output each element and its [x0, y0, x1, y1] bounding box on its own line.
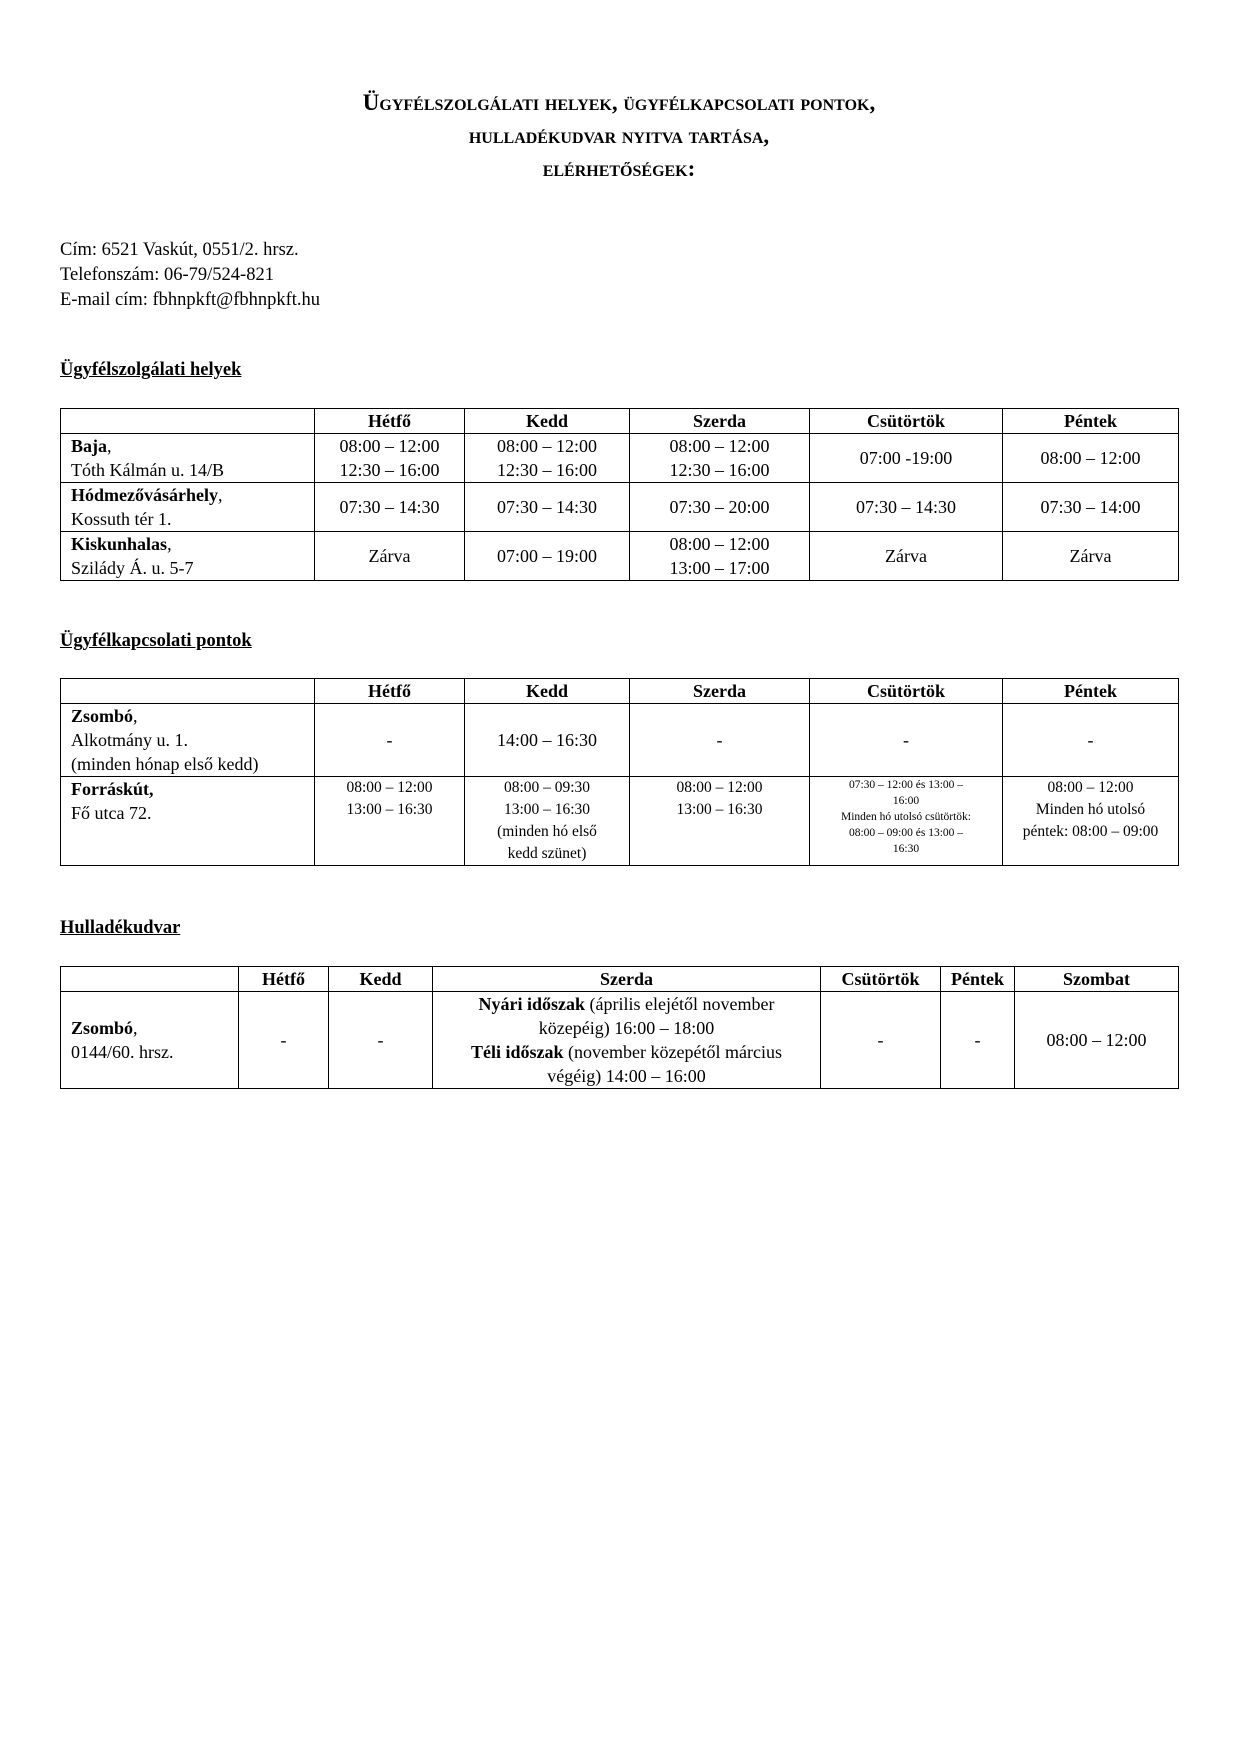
day-header: Hétfő — [315, 409, 465, 434]
title-line-2: hulladékudvar nyitva tartása, — [468, 123, 770, 148]
day-header: Csütörtök — [821, 967, 941, 992]
service-points-table — [60, 408, 1179, 581]
day-header: Csütörtök — [810, 679, 1003, 704]
waste-yard-table — [60, 966, 1179, 1089]
location-address: Fő utca 72. — [71, 803, 152, 823]
hours-cell: 07:30 – 14:30 — [315, 483, 465, 532]
hours-cell: 07:30 – 12:00 és 13:00 – 16:00 Minden hó utolsó csütörtök: 08:00 – 09:00 és 13:00 – 16:30 — [810, 777, 1003, 866]
table-header-row — [61, 409, 1179, 434]
hours-cell: 08:00 – 12:00 — [1003, 434, 1179, 483]
location-note: (minden hónap első kedd) — [71, 754, 259, 774]
hours-cell: 08:00 – 12:00 12:30 – 16:00 — [315, 434, 465, 483]
table-row — [61, 434, 1179, 483]
day-header: Szerda — [433, 967, 821, 992]
title-line-1: Ügyfélszolgálati helyek, ügyfélkapcsolati pontok, — [362, 90, 876, 115]
hours-cell: 08:00 – 12:00 Minden hó utolsó péntek: 08:00 – 09:00 — [1003, 777, 1179, 866]
hours-cell: 08:00 – 12:00 12:30 – 16:00 — [465, 434, 630, 483]
day-header: Kedd — [465, 679, 630, 704]
contact-address: Cím: 6521 Vaskút, 0551/2. hrsz. — [60, 240, 299, 260]
location-cell — [61, 777, 315, 866]
hours-cell: 07:00 – 19:00 — [465, 532, 630, 581]
contact-block — [60, 238, 320, 313]
day-header: Kedd — [329, 967, 433, 992]
waste-yard-heading: Hulladékudvar — [60, 918, 181, 938]
day-header: Hétfő — [239, 967, 329, 992]
location-address: Szilády Á. u. 5-7 — [71, 558, 194, 578]
hours-cell: 07:30 – 14:00 — [1003, 483, 1179, 532]
service-points-heading: Ügyfélszolgálati helyek — [60, 360, 242, 380]
table-row — [61, 532, 1179, 581]
day-header: Szerda — [630, 679, 810, 704]
hours-cell: - — [630, 704, 810, 777]
location-name: Baja — [71, 436, 107, 456]
hours-cell: 07:30 – 20:00 — [630, 483, 810, 532]
location-address: Tóth Kálmán u. 14/B — [71, 460, 224, 480]
empty-header-cell — [61, 409, 315, 434]
day-header: Péntek — [941, 967, 1015, 992]
empty-header-cell — [61, 967, 239, 992]
day-header: Péntek — [1003, 409, 1179, 434]
table-row — [61, 777, 1179, 866]
location-name: Hódmezővásárhely — [71, 485, 218, 505]
location-name: Zsombó — [71, 706, 134, 726]
table-header-row — [61, 967, 1179, 992]
hours-cell: - — [315, 704, 465, 777]
hours-cell: 08:00 – 09:30 13:00 – 16:30 (minden hó első kedd szünet) — [465, 777, 630, 866]
hours-cell: - — [941, 992, 1015, 1089]
location-address: Alkotmány u. 1. — [71, 730, 188, 750]
hours-cell: 08:00 – 12:00 — [1015, 992, 1179, 1089]
day-header: Hétfő — [315, 679, 465, 704]
hours-cell: 08:00 – 12:00 13:00 – 16:30 — [315, 777, 465, 866]
hours-cell: 07:00 -19:00 — [810, 434, 1003, 483]
contact-points-table — [60, 678, 1179, 866]
hours-cell: 08:00 – 12:00 12:30 – 16:00 — [630, 434, 810, 483]
hours-cell: 07:30 – 14:30 — [810, 483, 1003, 532]
hours-cell: 14:00 – 16:30 — [465, 704, 630, 777]
hours-cell: - — [239, 992, 329, 1089]
location-cell: Baja, Tóth Kálmán u. 14/B — [61, 434, 315, 483]
table-row — [61, 992, 1179, 1089]
location-cell: Hódmezővásárhely, Kossuth tér 1. — [61, 483, 315, 532]
title-line-3: elérhetőségek: — [542, 156, 696, 181]
hours-cell: Zárva — [1003, 532, 1179, 581]
location-cell: Zsombó, 0144/60. hrsz. — [61, 992, 239, 1089]
hours-cell: - — [810, 704, 1003, 777]
winter-period-label: Téli időszak — [471, 1042, 564, 1062]
hours-cell: 07:30 – 14:30 — [465, 483, 630, 532]
table-header-row — [61, 679, 1179, 704]
contact-phone: Telefonszám: 06-79/524-821 — [60, 265, 274, 285]
location-name: Kiskunhalas — [71, 534, 168, 554]
hours-cell: 08:00 – 12:00 13:00 – 16:30 — [630, 777, 810, 866]
location-cell: Kiskunhalas, Szilády Á. u. 5-7 — [61, 532, 315, 581]
hours-cell: - — [1003, 704, 1179, 777]
day-header: Csütörtök — [810, 409, 1003, 434]
summer-period-label: Nyári időszak — [478, 994, 586, 1014]
table-row — [61, 483, 1179, 532]
table-row — [61, 704, 1179, 777]
location-address: 0144/60. hrsz. — [71, 1042, 174, 1062]
day-header: Szombat — [1015, 967, 1179, 992]
location-name: Zsombó — [71, 1018, 134, 1038]
day-header: Szerda — [630, 409, 810, 434]
location-cell: Zsombó, Alkotmány u. 1. (minden hónap első kedd) — [61, 704, 315, 777]
hours-cell: Zárva — [810, 532, 1003, 581]
empty-header-cell — [61, 679, 315, 704]
hours-cell: Zárva — [315, 532, 465, 581]
hours-cell: 08:00 – 12:00 13:00 – 17:00 — [630, 532, 810, 581]
location-name: Forráskút, — [71, 779, 154, 799]
contact-points-heading: Ügyfélkapcsolati pontok — [60, 631, 252, 651]
day-header: Kedd — [465, 409, 630, 434]
location-address: Kossuth tér 1. — [71, 509, 172, 529]
hours-cell: - — [821, 992, 941, 1089]
hours-cell: - — [329, 992, 433, 1089]
contact-email: E-mail cím: fbhnpkft@fbhnpkft.hu — [60, 290, 321, 310]
hours-cell: Nyári időszak (április elejétől november közepéig) 16:00 – 18:00 Téli időszak (november közepétől március végéig) 14:00 – 16:00 — [433, 992, 821, 1089]
day-header: Péntek — [1003, 679, 1179, 704]
document-title — [60, 86, 1178, 185]
